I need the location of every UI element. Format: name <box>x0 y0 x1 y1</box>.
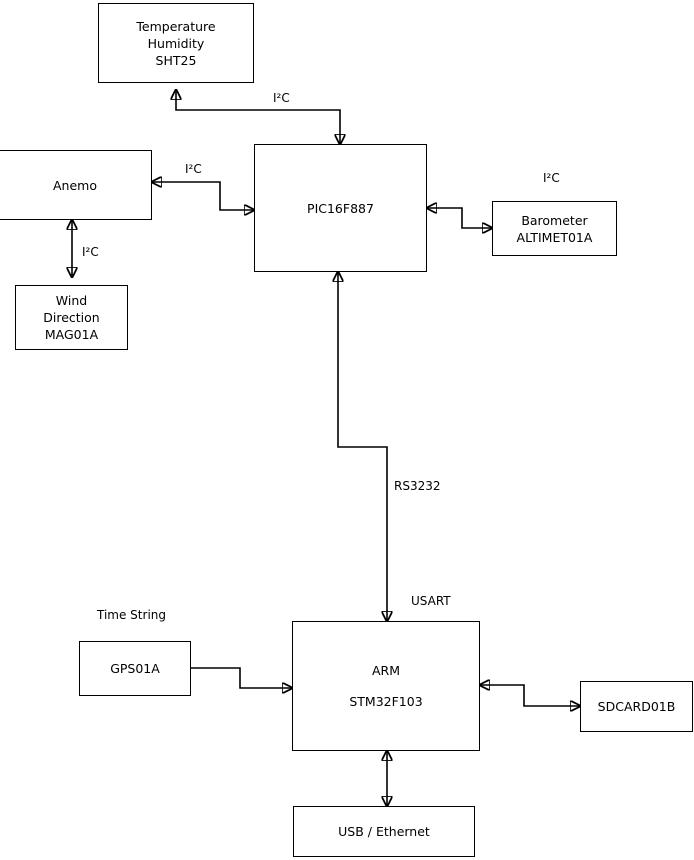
node-mag01a-line-1: Direction <box>43 310 100 325</box>
node-mag01a-line-2: MAG01A <box>44 327 99 342</box>
node-usb-ethernet-line-0: USB / Ethernet <box>338 824 430 839</box>
node-sht25[interactable] <box>98 3 254 83</box>
node-arm-line-2: STM32F103 <box>349 694 423 709</box>
node-arm-stm32f103[interactable] <box>292 621 480 751</box>
node-barometer[interactable] <box>492 201 617 256</box>
node-sht25-line-0: Temperature <box>136 18 216 34</box>
edge-label-usart: USART <box>411 594 451 608</box>
node-pic16f887-line-0: PIC16F887 <box>307 200 374 216</box>
node-sdcard01b-line-0: SDCARD01B <box>597 699 676 714</box>
node-usb-ethernet[interactable] <box>293 806 475 857</box>
node-barometer-line-0: Barometer <box>521 212 588 228</box>
edge-label-i2c-barometer: I²C <box>543 171 560 185</box>
node-arm-line-0: ARM <box>371 663 401 678</box>
node-mag01a[interactable] <box>15 285 128 350</box>
edge-label-i2c-sht25: I²C <box>273 91 290 105</box>
node-pic16f887[interactable] <box>254 144 427 272</box>
edge-label-time-string: Time String <box>97 608 166 622</box>
node-mag01a-line-0: Wind <box>55 293 88 308</box>
node-sht25-line-1: Humidity <box>147 35 205 51</box>
edge-label-rs3232: RS3232 <box>394 479 441 493</box>
node-sht25-line-2: SHT25 <box>155 52 197 68</box>
edge-label-i2c-anemo: I²C <box>185 162 202 176</box>
node-sdcard01b[interactable] <box>580 681 693 732</box>
node-gps01a-line-0: GPS01A <box>110 661 160 676</box>
node-barometer-line-1: ALTIMET01A <box>516 229 593 245</box>
node-anemo-line-0: Anemo <box>53 177 97 193</box>
node-anemo[interactable] <box>0 150 152 220</box>
edge-label-i2c-mag: I²C <box>82 245 99 259</box>
node-gps01a[interactable] <box>79 641 191 696</box>
